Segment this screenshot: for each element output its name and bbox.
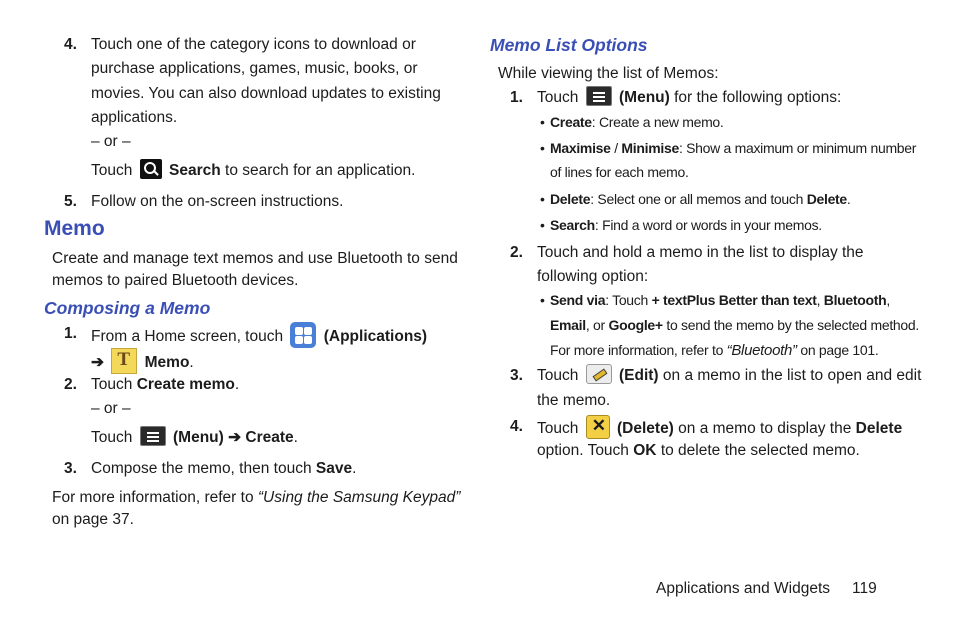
bullet-send-via: • Send via: Touch + textPlus Better than text, Bluetooth, bbox=[540, 292, 890, 308]
text: for the following options: bbox=[674, 89, 842, 107]
bold-term: Memo bbox=[144, 354, 190, 372]
bold-term: Create bbox=[550, 114, 592, 130]
bullet-send-via-more bbox=[550, 340, 878, 361]
bullet-maximise: • Maximise / Minimise: Show a maximum or minimum number bbox=[540, 140, 917, 156]
step-text bbox=[537, 366, 921, 386]
text: : Select one or all memos and touch bbox=[590, 191, 804, 207]
step-text bbox=[537, 88, 841, 108]
applications-icon bbox=[290, 322, 316, 348]
bold-term: Maximise bbox=[550, 140, 611, 156]
step-text bbox=[537, 441, 860, 461]
search-icon bbox=[140, 159, 162, 179]
text: Compose the memo, then touch bbox=[91, 460, 312, 477]
text: to search for an application. bbox=[225, 162, 416, 180]
text: Touch bbox=[91, 429, 133, 447]
bold-term: Search bbox=[169, 162, 221, 180]
text: : Create a new memo. bbox=[591, 114, 724, 130]
text: on a memo to display the bbox=[678, 420, 852, 438]
step-text bbox=[537, 417, 902, 441]
bullet-send-via-cont bbox=[550, 315, 919, 335]
step-text: Follow on the on-screen instructions. bbox=[91, 193, 344, 210]
bold-term: Create bbox=[245, 429, 294, 447]
step-number: 1. bbox=[64, 325, 77, 342]
text: on page 101. bbox=[800, 342, 879, 358]
text: / bbox=[610, 140, 622, 156]
cross-reference: “Bluetooth” bbox=[726, 342, 797, 359]
step-text: Touch one of the category icons to download or bbox=[91, 36, 416, 53]
composing-heading: Composing a Memo bbox=[44, 298, 211, 318]
edit-icon bbox=[586, 364, 612, 384]
bold-term: Search bbox=[550, 217, 595, 233]
step-text bbox=[91, 324, 427, 350]
step-text: the memo. bbox=[537, 392, 611, 409]
bold-term: Bluetooth bbox=[823, 292, 887, 308]
memo-description: memos to paired Bluetooth devices. bbox=[52, 272, 299, 289]
bullet-delete: • Delete: Select one or all memos and touch Delete. bbox=[540, 191, 851, 207]
page-number: 119 bbox=[852, 580, 877, 597]
text: For more information, refer to bbox=[550, 342, 724, 358]
step-number: 4. bbox=[510, 418, 523, 435]
step-number: 4. bbox=[64, 36, 77, 53]
step-text: purchase applications, games, music, books, or bbox=[91, 60, 418, 77]
text: Touch bbox=[537, 420, 579, 438]
more-info bbox=[52, 488, 460, 508]
bold-term: Save bbox=[315, 460, 353, 477]
step-number: 5. bbox=[64, 193, 77, 210]
bold-term: Google+ bbox=[608, 317, 663, 333]
text: to send the memo by the selected method. bbox=[666, 317, 919, 333]
bold-term: Delete bbox=[855, 420, 903, 438]
bullet-search: • Search: Find a word or words in your memos. bbox=[540, 217, 822, 233]
delete-icon: ✕ bbox=[586, 415, 610, 439]
text: on a memo in the list to open and edit bbox=[662, 367, 922, 385]
text: Touch bbox=[537, 367, 579, 385]
step-text: ➔ T Memo. bbox=[91, 350, 194, 376]
bold-term: (Menu) bbox=[619, 89, 670, 107]
text: : Touch bbox=[605, 292, 648, 308]
bold-term: (Menu) bbox=[173, 429, 224, 447]
memo-icon: T bbox=[111, 348, 137, 374]
menu-icon bbox=[140, 426, 166, 446]
or-separator: – or – bbox=[91, 400, 131, 417]
text: Touch bbox=[91, 162, 133, 180]
step-text: movies. You can also download updates to existing bbox=[91, 85, 441, 102]
text: : Find a word or words in your memos. bbox=[594, 217, 822, 233]
memo-description: Create and manage text memos and use Bluetooth to send bbox=[52, 250, 458, 267]
or-separator: – or – bbox=[91, 133, 131, 150]
bold-term: Delete bbox=[550, 191, 591, 207]
text: From a Home screen, touch bbox=[91, 328, 284, 346]
bold-term: + textPlus Better than text bbox=[651, 292, 817, 308]
text: For more information, refer to bbox=[52, 489, 254, 506]
text: : Show a maximum or minimum number bbox=[678, 140, 917, 156]
search-instruction bbox=[91, 161, 415, 181]
bullet-maximise-cont: of lines for each memo. bbox=[550, 164, 689, 180]
memo-list-options-heading: Memo List Options bbox=[490, 35, 648, 55]
step-text: applications. bbox=[91, 109, 178, 126]
bold-term: (Applications) bbox=[323, 328, 428, 346]
bold-term: Send via bbox=[550, 292, 606, 308]
bold-term: (Edit) bbox=[619, 367, 659, 385]
bold-term: (Delete) bbox=[617, 420, 674, 438]
bold-term: OK bbox=[633, 442, 657, 459]
step-text: Touch Create memo. bbox=[91, 376, 240, 393]
text: Touch bbox=[91, 376, 133, 393]
memo-heading: Memo bbox=[44, 217, 105, 240]
more-info-page: on page 37. bbox=[52, 511, 134, 528]
text: , or bbox=[585, 317, 605, 333]
text: Touch bbox=[537, 89, 579, 107]
arrow: ➔ bbox=[228, 429, 242, 447]
bold-term: Minimise bbox=[621, 140, 679, 156]
bold-term: Delete bbox=[806, 191, 847, 207]
arrow: ➔ bbox=[91, 354, 104, 372]
footer-section: Applications and Widgets bbox=[656, 580, 831, 597]
bold-term: Email bbox=[550, 317, 586, 333]
step-number: 1. bbox=[510, 89, 523, 106]
menu-icon bbox=[586, 86, 612, 106]
bullet-create: • Create: Create a new memo. bbox=[540, 114, 724, 130]
bold-term: Create memo bbox=[136, 376, 235, 393]
step-number: 3. bbox=[510, 367, 523, 384]
step-text: Compose the memo, then touch Save. bbox=[91, 460, 357, 477]
text: option. Touch bbox=[537, 442, 629, 459]
cross-reference: “Using the Samsung Keypad” bbox=[257, 489, 461, 506]
step-text: Touch (Menu) ➔ Create. bbox=[91, 428, 298, 448]
step-text: Touch and hold a memo in the list to display the bbox=[537, 244, 864, 261]
intro-text: While viewing the list of Memos: bbox=[498, 65, 719, 82]
step-number: 2. bbox=[510, 244, 523, 261]
text: to delete the selected memo. bbox=[660, 442, 860, 459]
step-number: 2. bbox=[64, 376, 77, 393]
step-number: 3. bbox=[64, 460, 77, 477]
step-text: following option: bbox=[537, 268, 649, 285]
